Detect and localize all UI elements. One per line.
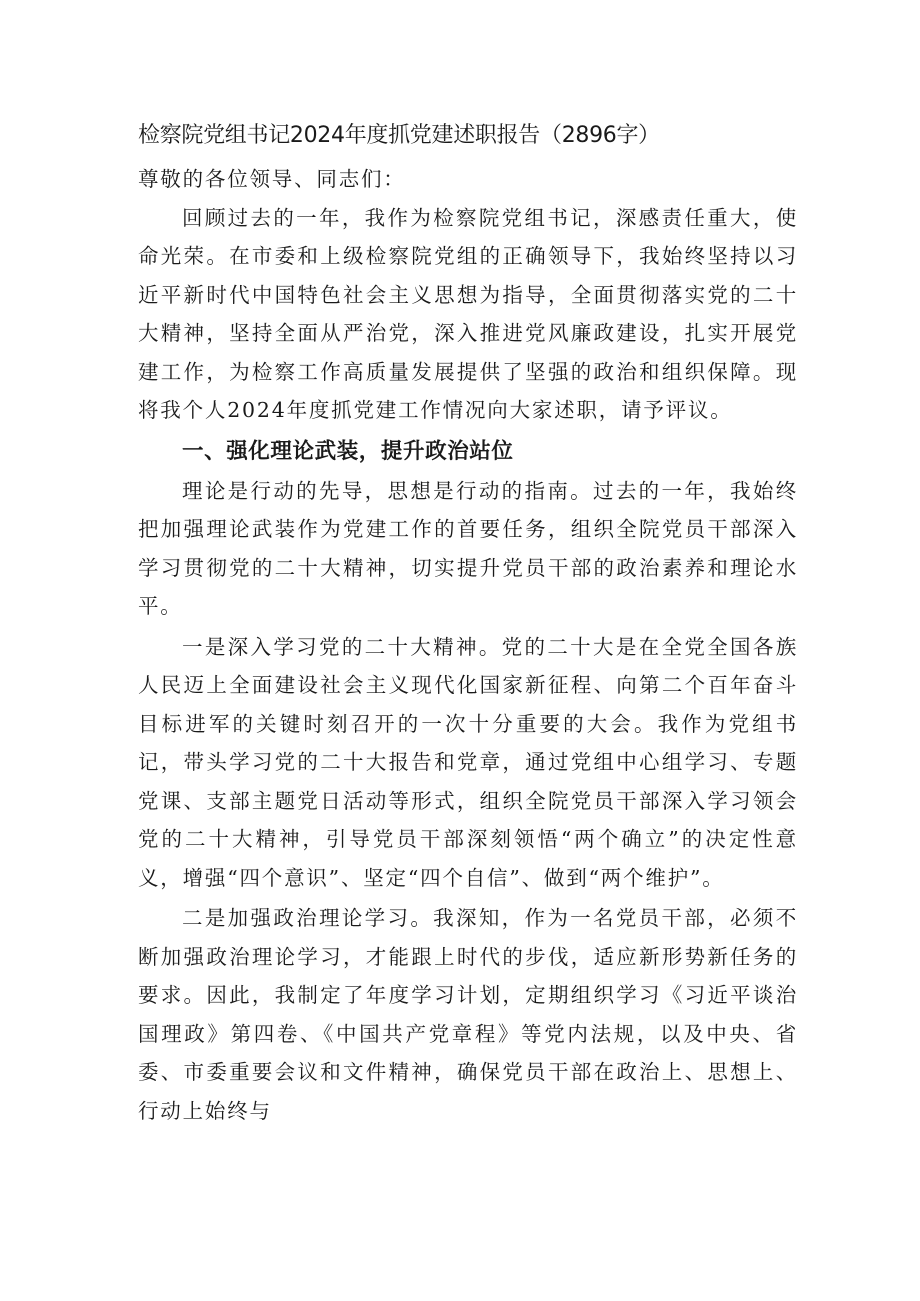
section-heading: 一、强化理论武装，提升政治站位 xyxy=(182,438,514,464)
section-paragraph: 二是加强政治理论学习。我深知，作为一名党员干部，必须不断加强政治理论学习，才能跟上时代的步伐，适应新形势新任务的要求。因此，我制定了年度学习计划，定期组织学习《习近平谈治国理政》第四卷、《中国共产党章程》等党内法规，以及中央、省委、市委重要会议和文件精神，确保党员干部在政治上、思想上、行动上始终与 xyxy=(138,906,798,1123)
intro-paragraph: 回顾过去的一年，我作为检察院党组书记，深感责任重大，使命光荣。在市委和上级检察院党组的正确领导下，我始终坚持以习近平新时代中国特色社会主义思想为指导，全面贯彻落实党的二十大精神，坚持全面从严治党，深入推进党风廉政建设，扎实开展党建工作，为检察工作高质量发展提供了坚强的政治和组织保障。现将我个人2024年度抓党建工作情况向大家述职，请予评议。 xyxy=(138,205,798,422)
salutation: 尊敬的各位领导、同志们： xyxy=(138,167,406,191)
document-title: 检察院党组书记2024年度抓党建述职报告（2896字） xyxy=(138,123,660,148)
section-paragraph: 一是深入学习党的二十大精神。党的二十大是在全党全国各族人民迈上全面建设社会主义现代化国家新征程、向第二个百年奋斗目标进军的关键时刻召开的一次十分重要的大会。我作为党组书记，带头学习党的二十大报告和党章，通过党组中心组学习、专题党课、支部主题党日活动等形式，组织全院党员干部深入学习领会党的二十大精神，引导党员干部深刻领悟“两个确立”的决定性意义，增强“四个意识”、坚定“四个自信”、做到“两个维护”。 xyxy=(138,634,798,890)
document-body xyxy=(138,117,798,1130)
section-paragraph: 理论是行动的先导，思想是行动的指南。过去的一年，我始终把加强理论武装作为党建工作的首要任务，组织全院党员干部深入学习贯彻党的二十大精神，切实提升党员干部的政治素养和理论水平。 xyxy=(138,478,798,618)
